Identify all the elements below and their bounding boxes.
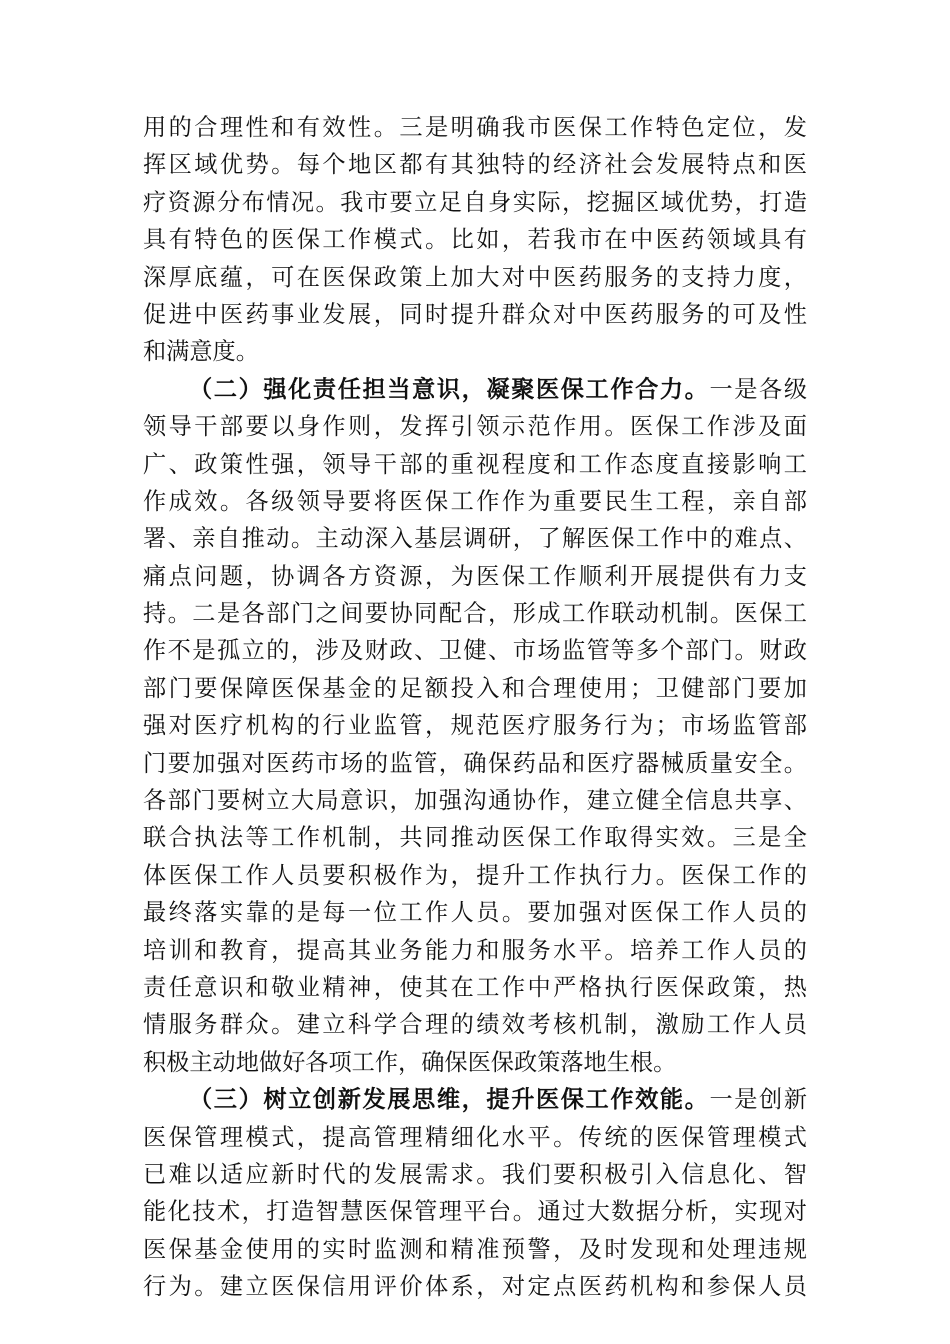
text-line: 各部门要树立大局意识，加强沟通协作，建立健全信息共享、 (143, 787, 807, 815)
section-heading: （二）强化责任担当意识，凝聚医保工作合力。 (189, 375, 710, 403)
text-line: 责任意识和敬业精神，使其在工作中严格执行医保政策，热 (143, 973, 807, 1001)
text-line: 最终落实靠的是每一位工作人员。要加强对医保工作人员的 (143, 899, 807, 927)
text-line: 医保基金使用的实时监测和精准预警，及时发现和处理违规 (143, 1235, 807, 1263)
paragraph-2 (143, 371, 807, 1081)
text-line: 已难以适应新时代的发展需求。我们要积极引入信息化、智 (143, 1160, 807, 1188)
text-line: 培训和教育，提高其业务能力和服务水平。培养工作人员的 (143, 936, 807, 964)
paragraph-first-line (143, 1081, 807, 1118)
text-line: 部门要保障医保基金的足额投入和合理使用；卫健部门要加 (143, 674, 807, 702)
text-line: 深厚底蕴，可在医保政策上加大对中医药服务的支持力度， (143, 263, 807, 291)
text-line: 和满意度。 (143, 338, 259, 366)
text-line: 积极主动地做好各项工作，确保医保政策落地生根。 (143, 1048, 677, 1076)
text-line: 体医保工作人员要积极作为，提升工作执行力。医保工作的 (143, 861, 807, 889)
text-line: 医保管理模式，提高管理精细化水平。传统的医保管理模式 (143, 1123, 807, 1151)
text-line: 能化技术，打造智慧医保管理平台。通过大数据分析，实现对 (143, 1198, 807, 1226)
text-line: 挥区域优势。每个地区都有其独特的经济社会发展特点和医 (143, 151, 807, 179)
paragraph-3 (143, 1081, 807, 1305)
text-line: 具有特色的医保工作模式。比如，若我市在中医药领域具有 (143, 226, 807, 254)
text-line: 痛点问题，协调各方资源，为医保工作顺利开展提供有力支 (143, 562, 807, 590)
section-heading: （三）树立创新发展思维，提升医保工作效能。 (189, 1086, 710, 1114)
text-run: 一是创新 (709, 1086, 807, 1114)
text-line: 领导干部要以身作则，发挥引领示范作用。医保工作涉及面 (143, 413, 807, 441)
text-line: 用的合理性和有效性。三是明确我市医保工作特色定位，发 (143, 114, 807, 141)
text-line: 门要加强对医药市场的监管，确保药品和医疗器械质量安全。 (143, 749, 807, 777)
text-line: 促进中医药事业发展，同时提升群众对中医药服务的可及性 (143, 300, 807, 328)
text-line: 广、政策性强，领导干部的重视程度和工作态度直接影响工 (143, 450, 807, 478)
text-run: 一是各级 (709, 375, 807, 403)
text-line: 强对医疗机构的行业监管，规范医疗服务行为；市场监管部 (143, 712, 807, 740)
document-body (143, 109, 807, 1306)
text-line: 行为。建立医保信用评价体系，对定点医药机构和参保人员 (143, 1273, 807, 1301)
paragraph-1 (143, 109, 807, 371)
text-line: 署、亲自推动。主动深入基层调研，了解医保工作中的难点、 (143, 525, 807, 553)
text-line: 疗资源分布情况。我市要立足自身实际，挖掘区域优势，打造 (143, 188, 807, 216)
text-line: 持。二是各部门之间要协同配合，形成工作联动机制。医保工 (143, 600, 807, 628)
paragraph-first-line (143, 371, 807, 408)
text-line: 作不是孤立的，涉及财政、卫健、市场监管等多个部门。财政 (143, 637, 807, 665)
text-line: 联合执法等工作机制，共同推动医保工作取得实效。三是全 (143, 824, 807, 852)
text-line: 情服务群众。建立科学合理的绩效考核机制，激励工作人员 (143, 1011, 807, 1039)
text-line: 作成效。各级领导要将医保工作作为重要民生工程，亲自部 (143, 487, 807, 515)
